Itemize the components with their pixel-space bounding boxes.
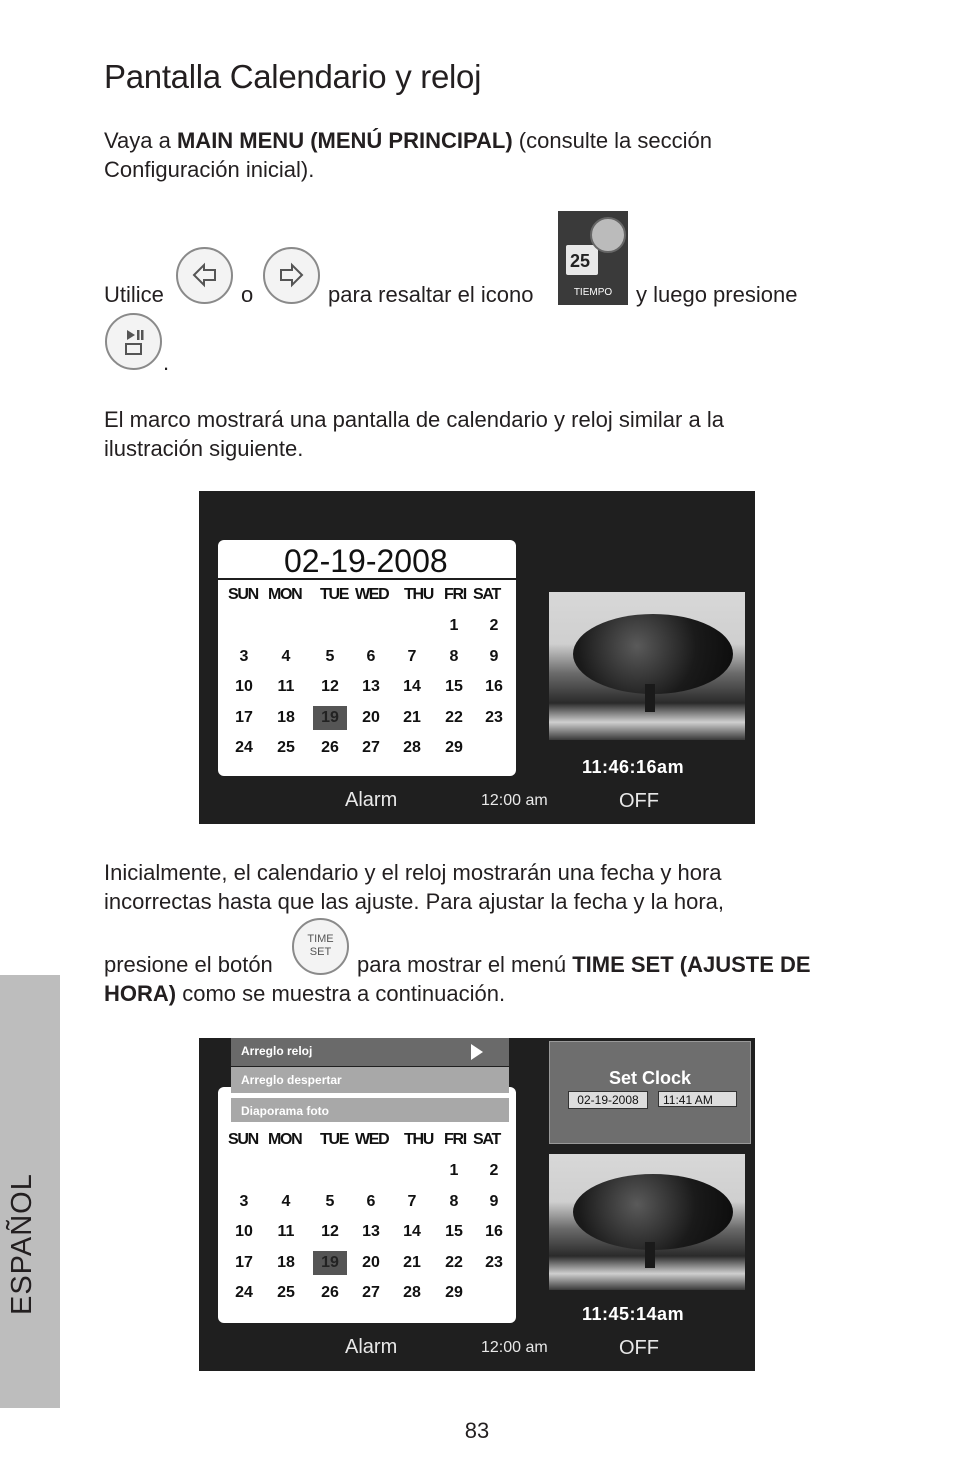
set-clock-time-field[interactable]: 11:41 AM <box>658 1091 737 1107</box>
calendar-day: 18 <box>277 708 295 726</box>
calendar-day: 13 <box>362 1223 380 1240</box>
calendar-day: 12 <box>321 678 339 695</box>
calendar-day: 6 <box>366 647 376 665</box>
weekday-header: TUE <box>320 1131 349 1148</box>
calendar-day: 25 <box>277 739 295 756</box>
calendar-day: 28 <box>403 1284 421 1301</box>
tree-photo-2 <box>549 1154 745 1290</box>
weekday-header: SUN <box>228 1131 258 1148</box>
description-paragraph <box>104 405 824 463</box>
calendar-day: 20 <box>362 708 380 726</box>
chevron-right-icon <box>469 1043 485 1061</box>
calendar-day: 1 <box>449 617 459 634</box>
calendar-day: 11 <box>277 678 295 695</box>
calendar-day: 16 <box>485 1223 503 1240</box>
calendar-day: 21 <box>403 708 421 726</box>
calendar-day: 9 <box>489 647 499 665</box>
weekday-header: SUN <box>228 586 258 603</box>
calendar-date: 02-19-2008 <box>284 543 448 579</box>
language-label: ESPAÑOL <box>6 1173 38 1315</box>
menu-item-arreglo-reloj[interactable] <box>231 1038 509 1066</box>
instructions-paragraph <box>104 858 834 916</box>
calendar-day: 15 <box>445 678 463 695</box>
clock-time: 11:46:16am <box>582 757 685 777</box>
calendar-day: 12 <box>321 1223 339 1240</box>
intro-post: (consulte la sección <box>512 128 712 153</box>
calendar-day: 17 <box>235 708 253 726</box>
instr-line2: incorrectas hasta que las ajuste. Para ajustar la fecha y la hora, <box>104 889 725 914</box>
calendar-day: 6 <box>366 1192 376 1210</box>
intro-line2: Configuración inicial). <box>104 157 315 182</box>
calendar-day: 18 <box>277 1253 295 1271</box>
calendar-day: 2 <box>489 617 499 634</box>
calendar-day: 8 <box>449 647 459 665</box>
calendar-day: 7 <box>407 647 417 665</box>
period-text: . <box>163 350 170 375</box>
calendar-day: 26 <box>321 1284 339 1301</box>
intro-paragraph <box>104 126 824 184</box>
weekday-header: SAT <box>473 586 500 603</box>
alarm-time-2: 12:00 am <box>481 1339 548 1356</box>
instr-line3-pre: presione el botón <box>104 952 273 977</box>
calendar-day: 27 <box>362 739 380 756</box>
calendar-day: 17 <box>235 1253 253 1271</box>
play-pause-button-icon <box>105 313 162 370</box>
alarm-state: OFF <box>619 790 659 812</box>
calendar-day: 9 <box>489 1192 499 1210</box>
page-number: 83 <box>464 1418 490 1443</box>
calendar-day: 24 <box>235 739 253 756</box>
calendar-day: 15 <box>445 1223 463 1240</box>
calendar-day: 11 <box>277 1223 295 1240</box>
language-side-tab <box>0 975 60 1408</box>
weekday-header: FRI <box>444 586 466 603</box>
calendar-day: 29 <box>445 739 463 756</box>
utilice-text: Utilice <box>104 282 164 307</box>
time-set-screen <box>199 1038 755 1371</box>
menu-item-label: Arreglo despertar <box>241 1073 342 1087</box>
menu-item-diaporama-foto[interactable] <box>231 1096 509 1122</box>
time-set-button-icon <box>292 918 349 975</box>
date-header <box>218 540 516 580</box>
calendar-day: 7 <box>407 1192 417 1210</box>
weekday-header: THU <box>404 1131 433 1148</box>
menu-item-label: Arreglo reloj <box>241 1044 313 1058</box>
calendar-clock-screen <box>199 491 755 824</box>
weekday-header: WED <box>355 586 389 603</box>
calendar-day: 22 <box>445 708 463 726</box>
calendar-day: 5 <box>325 1192 335 1210</box>
tiempo-icon-day: 25 <box>570 251 591 271</box>
weekday-header: FRI <box>444 1131 466 1148</box>
calendar-day: 27 <box>362 1284 380 1301</box>
resaltar-text: para resaltar el icono <box>328 282 534 307</box>
calendar-day: 8 <box>449 1192 459 1210</box>
time-set-line1: TIME <box>307 933 334 945</box>
tree-photo <box>549 592 745 740</box>
weekday-header: WED <box>355 1131 389 1148</box>
calendar-page-icon <box>566 245 598 275</box>
weekday-header: THU <box>404 586 433 603</box>
menu-item-label: Diaporama foto <box>241 1104 330 1118</box>
left-arrow-button-icon <box>176 247 233 304</box>
calendar-day: 25 <box>277 1284 295 1301</box>
calendar-day: 24 <box>235 1284 253 1301</box>
tiempo-icon <box>558 211 628 305</box>
luego-presione-text: y luego presione <box>636 282 798 307</box>
set-clock-title: Set Clock <box>608 1068 692 1088</box>
instr-line3-mid: para mostrar el menú <box>357 952 573 977</box>
calendar-day: 10 <box>235 1223 253 1240</box>
calendar-day: 28 <box>403 739 421 756</box>
calendar-day: 20 <box>362 1253 380 1271</box>
instr-line4-bold: HORA) <box>104 981 177 1006</box>
calendar-day: 21 <box>403 1253 421 1271</box>
calendar-day: 5 <box>325 647 335 665</box>
calendar-day: 23 <box>485 708 503 726</box>
menu-item-arreglo-despertar[interactable] <box>231 1067 509 1093</box>
o-text: o <box>241 282 254 307</box>
calendar-day: 13 <box>362 678 380 695</box>
desc-line2: ilustración siguiente. <box>104 436 304 461</box>
intro-bold: MAIN MENU (MENÚ PRINCIPAL) <box>176 128 513 153</box>
instr-line4 <box>104 981 505 1007</box>
calendar-day: 23 <box>485 1253 503 1271</box>
calendar-day: 16 <box>485 678 503 695</box>
alarm-label-2: Alarm <box>345 1336 398 1358</box>
time-set-line2: SET <box>309 946 332 958</box>
instr-line3-bold: TIME SET (AJUSTE DE <box>572 952 811 977</box>
tiempo-icon-label: TIEMPO <box>573 287 613 298</box>
page-title: Pantalla Calendario y reloj <box>104 58 482 95</box>
instr-line1: Inicialmente, el calendario y el reloj mostrarán una fecha y hora <box>104 860 722 885</box>
calendar-day: 19 <box>313 706 347 730</box>
desc-line1: El marco mostrará una pantalla de calendario y reloj similar a la <box>104 407 724 432</box>
set-clock-panel <box>549 1041 751 1144</box>
set-clock-date-field[interactable]: 02-19-2008 <box>568 1091 648 1109</box>
alarm-label: Alarm <box>345 789 398 811</box>
calendar-day: 1 <box>449 1162 459 1179</box>
calendar-day: 14 <box>403 678 421 695</box>
alarm-state-2: OFF <box>619 1337 659 1359</box>
calendar-day: 4 <box>281 1192 291 1210</box>
calendar-day: 14 <box>403 1223 421 1240</box>
calendar-panel <box>218 540 516 776</box>
clock-time-2: 11:45:14am <box>582 1304 685 1324</box>
calendar-day: 3 <box>239 647 249 665</box>
intro-pre: Vaya a <box>104 128 177 153</box>
weekday-header: MON <box>268 1131 302 1148</box>
calendar-day: 22 <box>445 1253 463 1271</box>
instr-line4-post: como se muestra a continuación. <box>176 981 506 1006</box>
clock-face-icon <box>590 217 626 253</box>
weekday-header: MON <box>268 586 302 603</box>
instr-line3 <box>357 952 811 978</box>
calendar-day: 29 <box>445 1284 463 1301</box>
calendar-day: 3 <box>239 1192 249 1210</box>
right-arrow-button-icon <box>263 247 320 304</box>
calendar-day: 26 <box>321 739 339 756</box>
weekday-header: SAT <box>473 1131 500 1148</box>
calendar-day: 10 <box>235 678 253 695</box>
calendar-day: 19 <box>313 1251 347 1275</box>
calendar-day: 2 <box>489 1162 499 1179</box>
weekday-header: TUE <box>320 586 349 603</box>
alarm-time: 12:00 am <box>481 792 548 809</box>
calendar-day: 4 <box>281 647 291 665</box>
